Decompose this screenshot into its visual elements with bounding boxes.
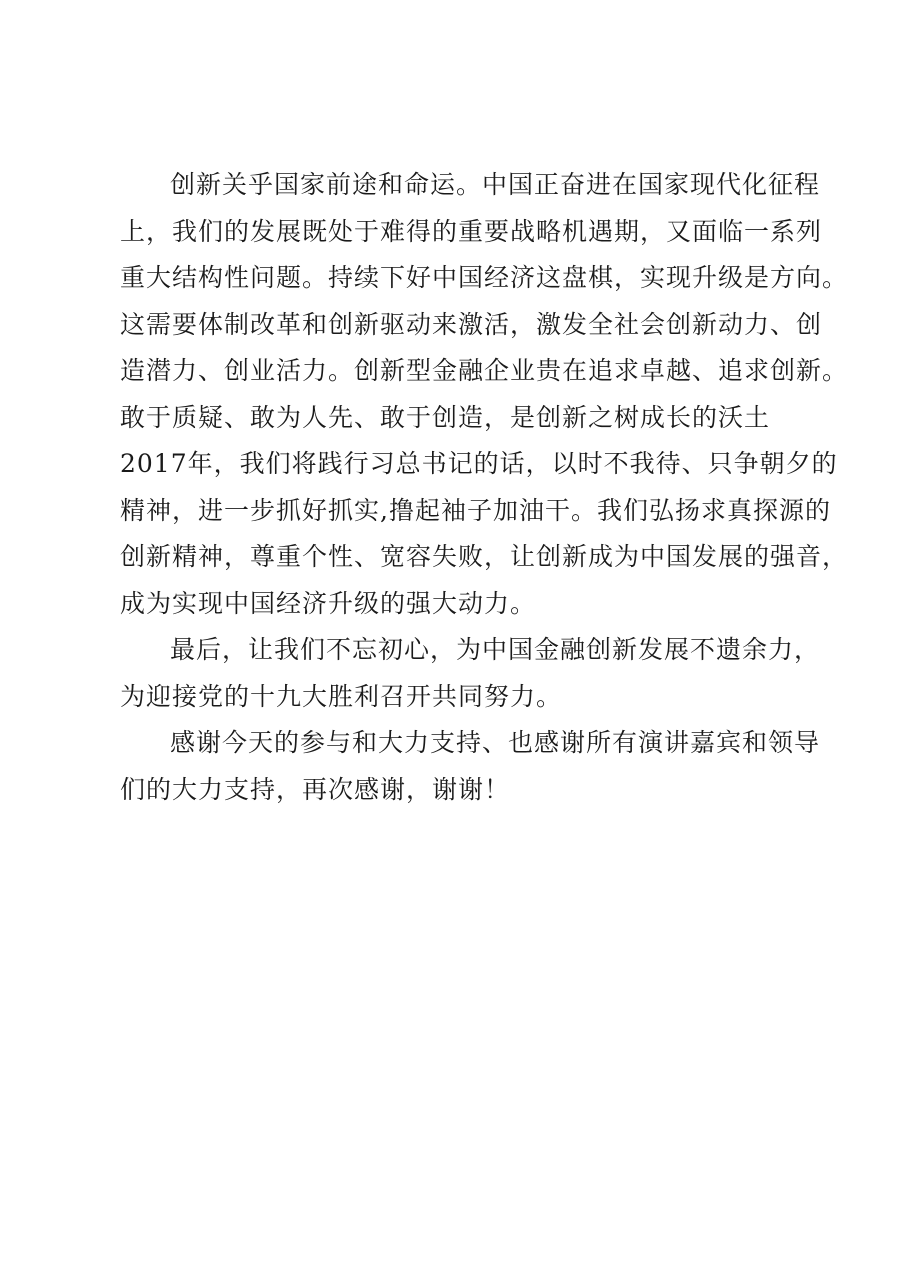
paragraph-thanks [120, 720, 820, 813]
paragraph-innovation [120, 162, 849, 627]
text-line: 创新关乎国家前途和命运。中国正奋进在国家现代化征程 [170, 170, 821, 199]
text-line: 敢于质疑、敢为人先、敢于创造，是创新之树成长的沃土 [120, 402, 771, 432]
text-line: 2017年，我们将践行习总书记的话，以时不我待、只争朝夕的 [120, 449, 838, 478]
text-line: 感谢今天的参与和大力支持、也感谢所有演讲嘉宾和领导 [170, 728, 821, 757]
text-line: 造潜力、创业活力。创新型金融企业贵在追求卓越、追求创新。 [120, 356, 849, 385]
text-line: 上，我们的发展既处于难得的重要战略机遇期，又面临一系列 [120, 216, 823, 246]
text-line: 这需要体制改革和创新驱动来激活，激发全社会创新动力、创 [120, 309, 823, 339]
document-body [120, 162, 849, 813]
text-line: 最后，让我们不忘初心，为中国金融创新发展不遗余力， [170, 635, 821, 664]
text-line: 成为实现中国经济升级的强大动力。 [120, 588, 537, 618]
text-line: 创新精神，尊重个性、宽容失败，让创新成为中国发展的强音， [120, 542, 849, 571]
text-line: 重大结构性问题。持续下好中国经济这盘棋，实现升级是方向。 [120, 263, 849, 292]
text-line: 精神，进一步抓好抓实,撸起袖子加油干。我们弘扬求真探源的 [120, 495, 831, 525]
paragraph-closing [120, 627, 820, 720]
text-line: 们的大力支持，再次感谢，谢谢！ [120, 774, 511, 804]
text-line: 为迎接党的十九大胜利召开共同努力。 [120, 681, 563, 711]
